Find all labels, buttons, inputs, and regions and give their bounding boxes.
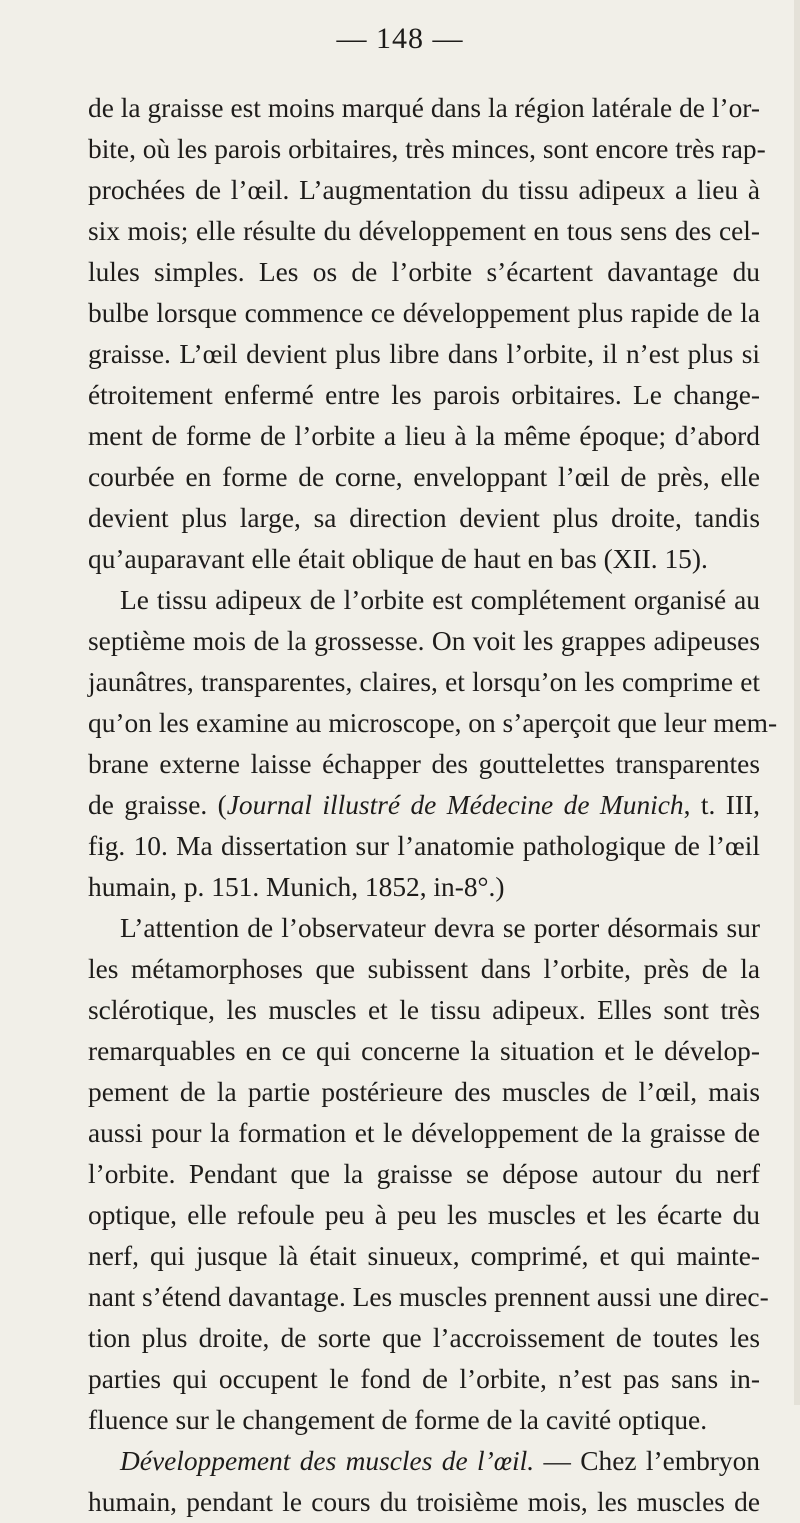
text-segment: de la graisse est moins marqué dans la région latérale de l’or- <box>88 93 760 123</box>
text-line <box>88 375 760 416</box>
text-line <box>88 990 760 1031</box>
text-line <box>88 129 766 170</box>
text-segment: tion plus droite, de sorte que l’accroissement de toutes les <box>88 1323 760 1353</box>
text-segment: sclérotique, les muscles et le tissu adipeux. Elles sont très <box>88 995 760 1025</box>
text-segment: l’orbite. Pendant que la graisse se dépose autour du nerf <box>88 1159 760 1189</box>
text-line <box>88 1400 760 1441</box>
body-text <box>88 88 778 1523</box>
text-line <box>88 1072 760 1113</box>
text-segment: prochées de l’œil. L’augmentation du tissu adipeux a lieu à <box>88 175 760 205</box>
italic-text: Développement des muscles de l’œil. <box>120 1446 535 1476</box>
text-line <box>88 580 760 621</box>
text-line <box>88 88 760 129</box>
text-segment: , t. III, <box>683 790 761 820</box>
text-line <box>88 1236 760 1277</box>
text-segment: humain, p. 151. Munich, 1852, in-8°.) <box>88 872 505 902</box>
text-line <box>88 785 760 826</box>
text-segment: parties qui occupent le fond de l’orbite, n’est pas sans in- <box>88 1364 760 1394</box>
text-segment: fluence sur le changement de forme de la cavité optique. <box>88 1405 708 1435</box>
text-line <box>88 334 760 375</box>
text-line <box>88 457 760 498</box>
text-line <box>88 744 760 785</box>
text-segment: jaunâtres, transparentes, claires, et lorsqu’on les comprime et <box>88 667 760 697</box>
text-line <box>88 1154 760 1195</box>
text-segment: ment de forme de l’orbite a lieu à la même époque; d’abord <box>88 421 760 451</box>
text-line <box>88 170 760 211</box>
text-line <box>88 1318 760 1359</box>
text-line <box>88 1031 760 1072</box>
text-segment: optique, elle refoule peu à peu les muscles et les écarte du <box>88 1200 760 1230</box>
text-line <box>88 621 760 662</box>
text-line <box>88 908 760 949</box>
text-segment: graisse. L’œil devient plus libre dans l’orbite, il n’est plus si <box>88 339 760 369</box>
text-segment: nerf, qui jusque là était sinueux, comprimé, et qui mainte- <box>88 1241 760 1271</box>
text-line <box>88 1359 760 1400</box>
text-segment: lules simples. Les os de l’orbite s’écartent davantage du <box>88 257 760 287</box>
text-segment: étroitement enfermé entre les parois orbitaires. Le change- <box>88 380 760 410</box>
text-segment: aussi pour la formation et le développement de la graisse de <box>88 1118 760 1148</box>
text-segment: courbée en forme de corne, enveloppant l’œil de près, elle <box>88 462 760 492</box>
text-line <box>88 539 760 580</box>
text-line <box>88 498 760 539</box>
page-edge <box>794 0 800 1405</box>
text-line <box>88 1113 760 1154</box>
text-line <box>88 1277 769 1318</box>
text-segment: bite, où les parois orbitaires, très minces, sont encore très rap- <box>88 134 766 164</box>
text-segment: devient plus large, sa direction devient plus droite, tandis <box>88 503 760 533</box>
text-line <box>88 867 760 908</box>
text-segment: qu’auparavant elle était oblique de haut en bas (XII. 15). <box>88 544 708 574</box>
text-segment: septième mois de la grossesse. On voit les grappes adipeuses <box>88 626 760 656</box>
text-line <box>88 1441 760 1482</box>
text-segment: pement de la partie postérieure des muscles de l’œil, mais <box>88 1077 760 1107</box>
text-segment: Le tissu adipeux de l’orbite est complétement organisé au <box>120 585 760 615</box>
text-segment: six mois; elle résulte du développement en tous sens des cel- <box>88 216 760 246</box>
text-segment: brane externe laisse échapper des gouttelettes transparentes <box>88 749 760 779</box>
page-number-header: — 148 — <box>336 22 464 55</box>
text-line <box>88 949 760 990</box>
text-segment: L’attention de l’observateur devra se porter désormais sur <box>120 913 760 943</box>
text-line <box>88 1195 760 1236</box>
text-segment: fig. 10. Ma dissertation sur l’anatomie pathologique de l’œil <box>88 831 760 861</box>
text-segment: qu’on les examine au microscope, on s’aperçoit que leur mem- <box>88 708 778 738</box>
text-segment: de graisse. ( <box>88 790 227 820</box>
text-segment: — Chez l’embryon <box>534 1446 760 1476</box>
italic-text: Journal illustré de Médecine de Munich <box>226 790 684 820</box>
text-segment: les métamorphoses que subissent dans l’orbite, près de la <box>88 954 760 984</box>
text-segment: bulbe lorsque commence ce développement plus rapide de la <box>88 298 760 328</box>
text-line <box>88 1482 760 1523</box>
text-line <box>88 826 760 867</box>
text-line <box>88 293 760 334</box>
text-line <box>88 416 760 457</box>
text-segment: remarquables en ce qui concerne la situation et le dévelop- <box>88 1036 760 1066</box>
text-line <box>88 211 760 252</box>
text-line <box>88 662 760 703</box>
text-line <box>88 703 778 744</box>
text-line <box>88 252 760 293</box>
text-segment: nant s’étend davantage. Les muscles prennent aussi une direc- <box>88 1282 769 1312</box>
text-segment: humain, pendant le cours du troisième mois, les muscles de <box>88 1487 760 1517</box>
